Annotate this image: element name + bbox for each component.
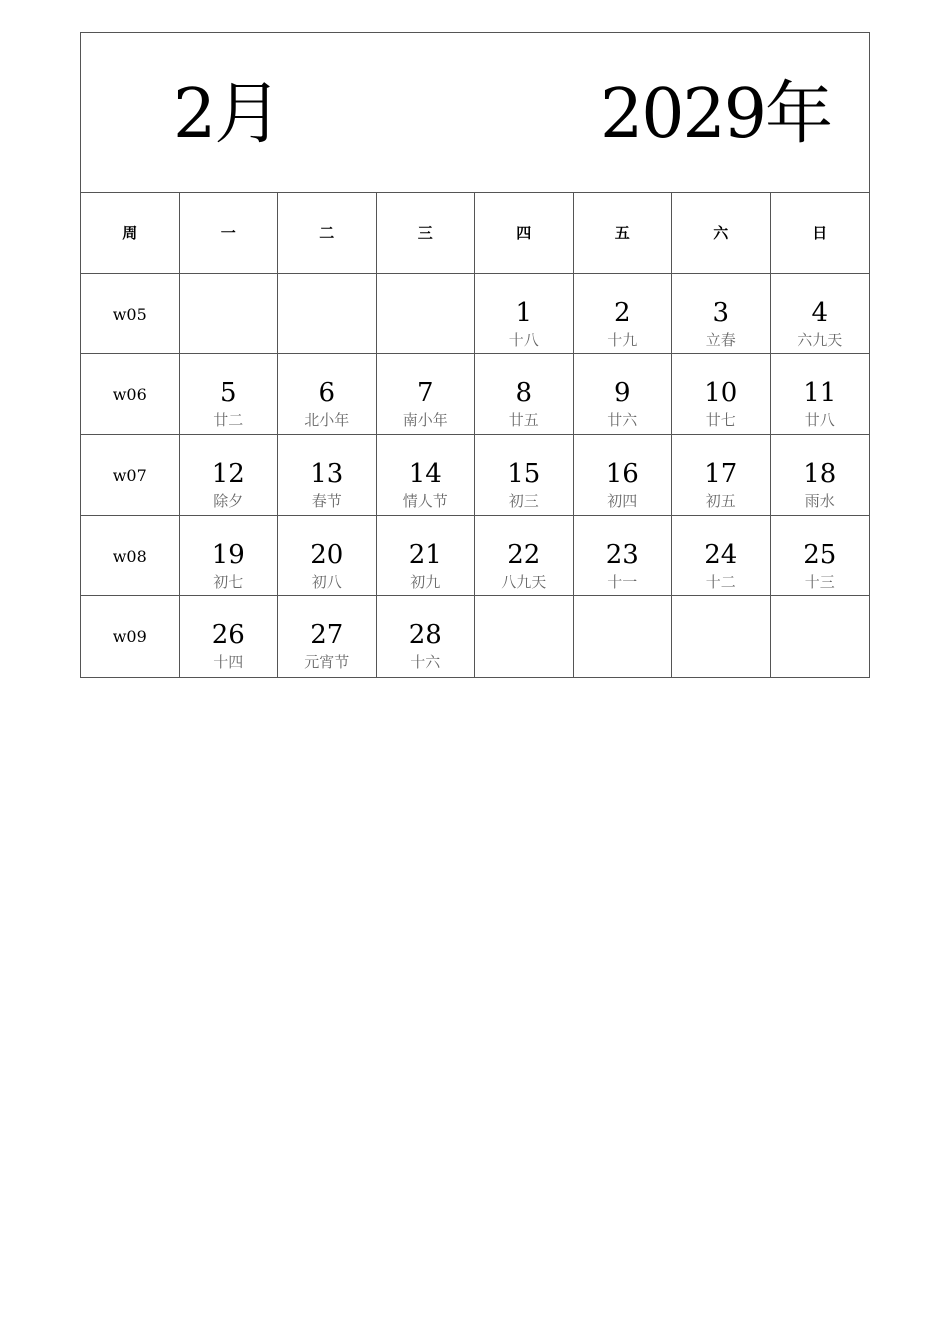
month-title: 2月 (173, 75, 281, 154)
week-number: w09 (112, 627, 147, 647)
lunar-date: 初四 (607, 492, 638, 511)
calendar (80, 32, 870, 678)
weekday-header-week: 周 (81, 193, 180, 274)
day-cell (475, 596, 574, 677)
day-number: 22 (507, 539, 541, 570)
calendar-grid (81, 193, 869, 274)
day-number: 23 (605, 539, 639, 570)
day-cell (180, 516, 279, 597)
day-number: 5 (219, 378, 237, 409)
lunar-date: 十六 (410, 653, 441, 672)
lunar-date: 情人节 (402, 492, 448, 511)
day-cell (180, 596, 279, 677)
day-cell (771, 516, 870, 597)
day-cell (574, 596, 673, 677)
day-cell (475, 516, 574, 597)
day-cell (278, 354, 377, 435)
day-cell (377, 435, 476, 516)
day-number: 27 (310, 620, 344, 651)
day-cell (672, 596, 771, 677)
weeks-grid (81, 274, 869, 677)
day-cell (377, 596, 476, 677)
day-cell (574, 354, 673, 435)
day-cell (672, 354, 771, 435)
day-cell (180, 435, 279, 516)
lunar-date: 元宵节 (304, 653, 350, 672)
week-number-cell (81, 435, 180, 516)
day-cell (475, 435, 574, 516)
day-number: 12 (211, 459, 245, 490)
lunar-date: 北小年 (304, 411, 350, 430)
day-number: 7 (416, 378, 434, 409)
day-number: 8 (515, 378, 533, 409)
weekday-header-sat: 六 (672, 193, 771, 274)
day-number: 3 (712, 297, 730, 328)
day-number: 19 (211, 539, 245, 570)
day-number: 28 (408, 620, 442, 651)
week-number: w05 (112, 304, 147, 324)
lunar-date: 初三 (508, 492, 539, 511)
day-cell (278, 596, 377, 677)
day-cell (377, 354, 476, 435)
day-cell (574, 435, 673, 516)
lunar-date: 初九 (410, 572, 441, 591)
day-number: 16 (605, 459, 639, 490)
lunar-date: 廿六 (607, 411, 638, 430)
day-number: 4 (811, 297, 829, 328)
day-number: 10 (704, 378, 738, 409)
day-cell (377, 516, 476, 597)
day-cell (771, 596, 870, 677)
day-cell (771, 274, 870, 355)
week-number: w08 (112, 546, 147, 566)
day-number: 24 (704, 539, 738, 570)
lunar-date: 廿七 (705, 411, 736, 430)
day-cell (574, 274, 673, 355)
day-cell (672, 516, 771, 597)
day-number: 15 (507, 459, 541, 490)
lunar-date: 六九天 (797, 330, 843, 349)
lunar-date: 十四 (213, 653, 244, 672)
lunar-date: 初八 (311, 572, 342, 591)
day-number: 2 (613, 297, 631, 328)
day-number: 20 (310, 539, 344, 570)
lunar-date: 十八 (508, 330, 539, 349)
day-cell (672, 435, 771, 516)
day-cell (278, 435, 377, 516)
year-title: 2029年 (599, 75, 831, 154)
day-number: 21 (408, 539, 442, 570)
weekday-header-tue: 二 (278, 193, 377, 274)
week-number: w07 (112, 466, 147, 486)
lunar-date: 廿八 (804, 411, 835, 430)
lunar-date: 南小年 (402, 411, 448, 430)
day-cell (180, 354, 279, 435)
day-cell (672, 274, 771, 355)
lunar-date: 春节 (311, 492, 342, 511)
day-number: 14 (408, 459, 442, 490)
lunar-date: 十九 (607, 330, 638, 349)
day-cell (574, 516, 673, 597)
week-number-cell (81, 516, 180, 597)
day-cell (771, 435, 870, 516)
lunar-date: 廿五 (508, 411, 539, 430)
lunar-date: 立春 (705, 330, 736, 349)
day-cell (475, 354, 574, 435)
lunar-date: 初五 (705, 492, 736, 511)
day-cell (180, 274, 279, 355)
day-number: 1 (515, 297, 533, 328)
lunar-date: 除夕 (213, 492, 244, 511)
day-cell (771, 354, 870, 435)
week-number-cell (81, 596, 180, 677)
lunar-date: 初七 (213, 572, 244, 591)
weekday-header-fri: 五 (574, 193, 673, 274)
weekday-header-sun: 日 (771, 193, 870, 274)
day-number: 11 (803, 378, 837, 409)
day-number: 18 (803, 459, 837, 490)
lunar-date: 十一 (607, 572, 638, 591)
lunar-date: 十三 (804, 572, 835, 591)
week-number-cell (81, 274, 180, 355)
day-cell (377, 274, 476, 355)
lunar-date: 十二 (705, 572, 736, 591)
day-number: 9 (613, 378, 631, 409)
lunar-date: 廿二 (213, 411, 244, 430)
day-number: 26 (211, 620, 245, 651)
day-cell (475, 274, 574, 355)
calendar-header (81, 33, 869, 193)
weekday-header-thu: 四 (475, 193, 574, 274)
lunar-date: 八九天 (501, 572, 547, 591)
week-number-cell (81, 354, 180, 435)
day-number: 25 (803, 539, 837, 570)
day-number: 6 (318, 378, 336, 409)
day-cell (278, 516, 377, 597)
week-number: w06 (112, 385, 147, 405)
day-number: 13 (310, 459, 344, 490)
weekday-header-mon: 一 (180, 193, 279, 274)
weekday-header-wed: 三 (377, 193, 476, 274)
day-number: 17 (704, 459, 738, 490)
day-cell (278, 274, 377, 355)
lunar-date: 雨水 (804, 492, 835, 511)
